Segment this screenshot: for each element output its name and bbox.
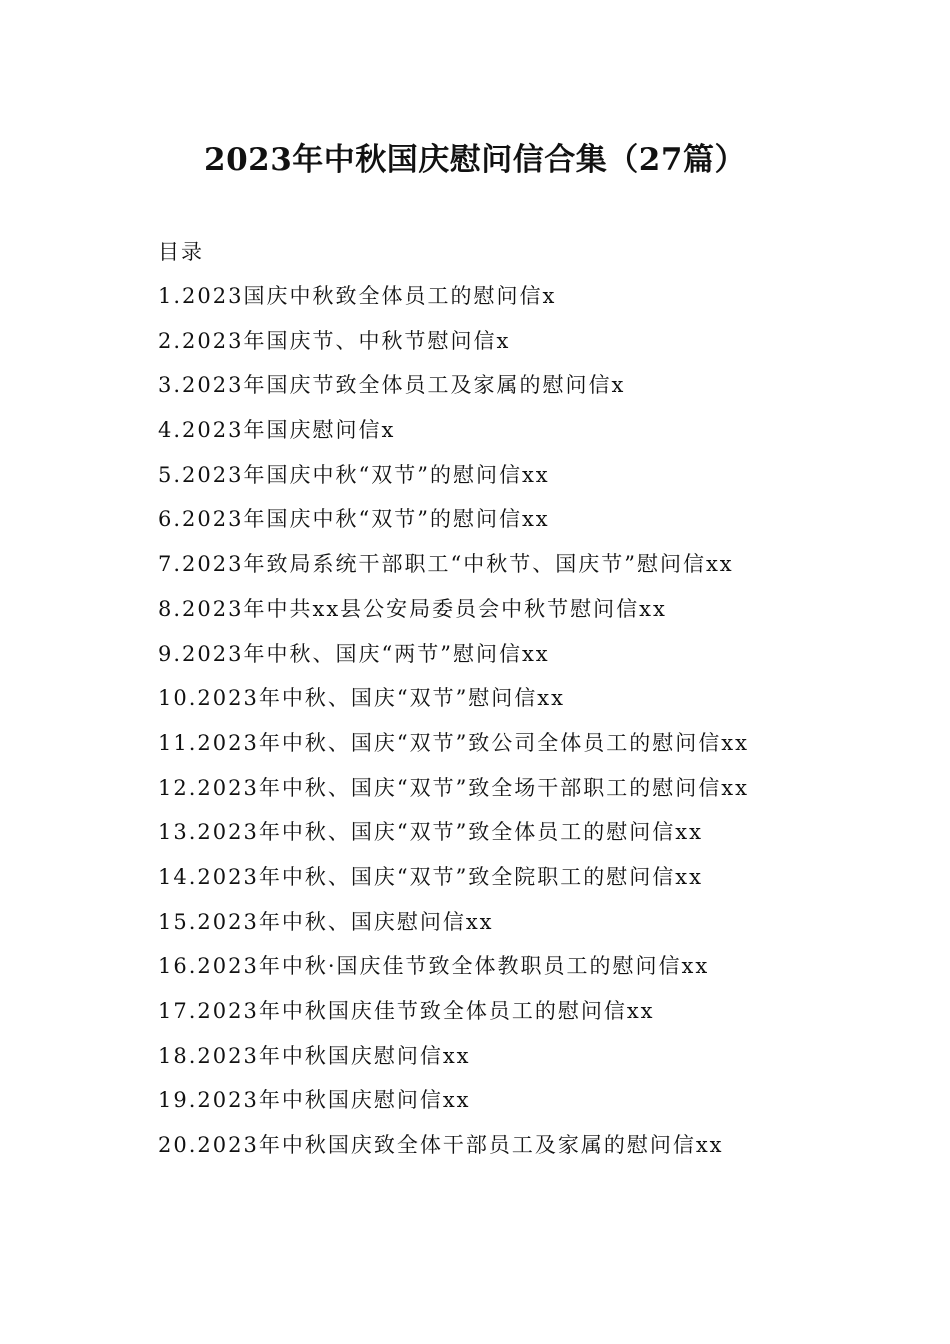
- toc-item: 7.2023年致局系统干部职工“中秋节、国庆节”慰问信xx: [158, 552, 734, 577]
- toc-item: 4.2023年国庆慰问信x: [158, 418, 396, 443]
- document-title: 2023年中秋国庆慰问信合集（27篇）: [204, 142, 746, 178]
- toc-item: 17.2023年中秋国庆佳节致全体员工的慰问信xx: [158, 999, 655, 1023]
- toc-item: 1.2023国庆中秋致全体员工的慰问信x: [158, 284, 557, 308]
- toc-item: 20.2023年中秋国庆致全体干部员工及家属的慰问信xx: [158, 1133, 724, 1158]
- toc-item: 12.2023年中秋、国庆“双节”致全场干部职工的慰问信xx: [158, 775, 749, 800]
- toc-item: 6.2023年国庆中秋“双节”的慰问信xx: [158, 507, 550, 532]
- toc-item: 2.2023年国庆节、中秋节慰问信x: [158, 328, 511, 353]
- toc-item: 18.2023年中秋国庆慰问信xx: [158, 1043, 471, 1068]
- toc-item: 13.2023年中秋、国庆“双节”致全体员工的慰问信xx: [158, 820, 703, 845]
- toc-item: 14.2023年中秋、国庆“双节”致全院职工的慰问信xx: [158, 864, 703, 889]
- toc-item: 16.2023年中秋·国庆佳节致全体教职员工的慰问信xx: [158, 954, 710, 979]
- toc-heading: 目录: [158, 240, 204, 264]
- toc-item: 19.2023年中秋国庆慰问信xx: [158, 1088, 471, 1113]
- toc-item: 9.2023年中秋、国庆“两节”慰问信xx: [158, 641, 550, 666]
- table-of-contents: [158, 230, 898, 1168]
- toc-item: 3.2023年国庆节致全体员工及家属的慰问信x: [158, 373, 626, 398]
- toc-item: 15.2023年中秋、国庆慰问信xx: [158, 909, 494, 934]
- toc-item: 11.2023年中秋、国庆“双节”致公司全体员工的慰问信xx: [158, 730, 749, 755]
- toc-item: 8.2023年中共xx县公安局委员会中秋节慰问信xx: [158, 596, 667, 621]
- toc-item: 10.2023年中秋、国庆“双节”慰问信xx: [158, 686, 565, 711]
- toc-item: 5.2023年国庆中秋“双节”的慰问信xx: [158, 462, 550, 487]
- toc-list: [158, 274, 898, 1168]
